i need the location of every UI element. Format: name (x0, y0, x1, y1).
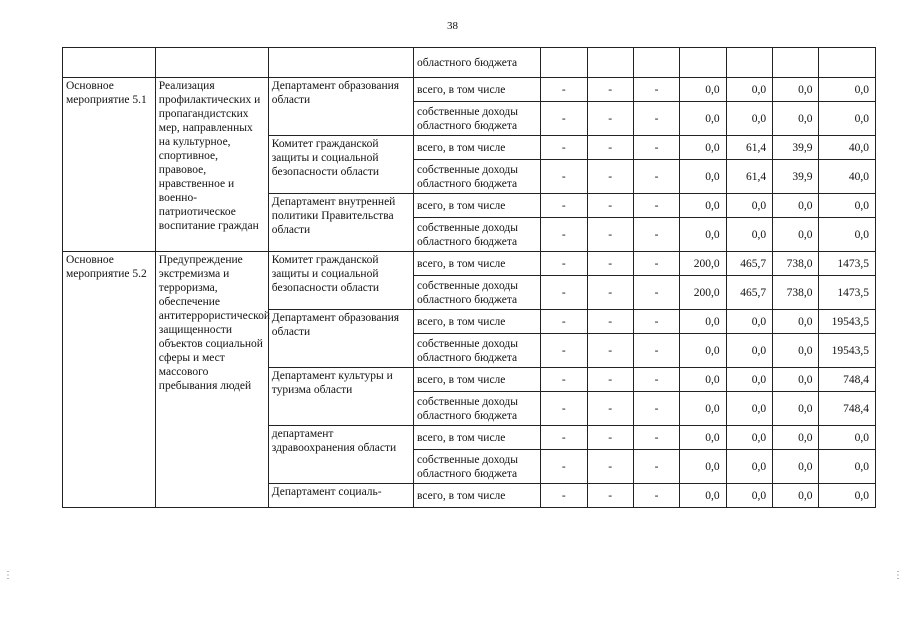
dash-cell: - (633, 160, 679, 194)
funding-source-cell: всего, в том числе (414, 194, 541, 218)
dash-cell: - (541, 334, 587, 368)
amount-cell: 0,0 (773, 426, 819, 450)
dash-cell: - (633, 218, 679, 252)
amount-cell: 0,0 (680, 426, 726, 450)
amount-cell: 0,0 (726, 368, 772, 392)
scan-edge-mark: ⋮ (3, 570, 13, 581)
amount-cell: 0,0 (726, 310, 772, 334)
amount-cell: 0,0 (773, 450, 819, 484)
amount-cell: 39,9 (773, 160, 819, 194)
amount-cell: 0,0 (819, 484, 876, 508)
value-cell (819, 48, 876, 78)
event-name-cell (155, 48, 268, 78)
dash-cell: - (541, 102, 587, 136)
dash-cell: - (633, 310, 679, 334)
dash-cell: - (541, 484, 587, 508)
funding-source-cell: всего, в том числе (414, 310, 541, 334)
amount-cell: 40,0 (819, 136, 876, 160)
event-name-cell: Предупреждение экстремизма и терроризма, обеспечение антитеррористической защищенности объектов социальной сферы и мест массового пребывания людей (155, 252, 268, 508)
executor-cell (268, 48, 413, 78)
dash-cell: - (587, 450, 633, 484)
dash-cell: - (633, 78, 679, 102)
amount-cell: 0,0 (726, 334, 772, 368)
amount-cell: 0,0 (773, 392, 819, 426)
amount-cell: 0,0 (773, 310, 819, 334)
amount-cell: 0,0 (773, 78, 819, 102)
amount-cell: 0,0 (680, 368, 726, 392)
value-cell (726, 48, 772, 78)
dash-cell: - (633, 102, 679, 136)
dash-cell: - (633, 484, 679, 508)
dash-cell: - (541, 392, 587, 426)
funding-source-cell: собственные доходы областного бюджета (414, 392, 541, 426)
amount-cell: 200,0 (680, 252, 726, 276)
value-cell (680, 48, 726, 78)
dash-cell: - (587, 334, 633, 368)
amount-cell: 0,0 (773, 194, 819, 218)
amount-cell: 0,0 (680, 334, 726, 368)
budget-table (62, 47, 876, 508)
funding-source-cell: собственные доходы областного бюджета (414, 276, 541, 310)
dash-cell: - (541, 194, 587, 218)
dash-cell: - (633, 368, 679, 392)
funding-source-cell: всего, в том числе (414, 484, 541, 508)
amount-cell: 19543,5 (819, 310, 876, 334)
executor-cell: Департамент внутренней политики Правительства области (268, 194, 413, 252)
amount-cell: 0,0 (819, 194, 876, 218)
amount-cell: 0,0 (773, 368, 819, 392)
amount-cell: 0,0 (726, 78, 772, 102)
dash-cell: - (587, 392, 633, 426)
dash-cell: - (633, 252, 679, 276)
funding-source-cell: всего, в том числе (414, 78, 541, 102)
amount-cell: 1473,5 (819, 276, 876, 310)
table-row (63, 252, 876, 276)
executor-cell: департамент здравоохранения области (268, 426, 413, 484)
dash-cell: - (633, 392, 679, 426)
amount-cell: 0,0 (726, 392, 772, 426)
event-code-cell: Основное мероприятие 5.1 (63, 78, 156, 252)
dash-cell: - (541, 368, 587, 392)
dash-cell: - (633, 426, 679, 450)
page-number: 38 (447, 20, 458, 32)
amount-cell: 0,0 (726, 218, 772, 252)
amount-cell: 0,0 (819, 218, 876, 252)
amount-cell: 0,0 (680, 136, 726, 160)
dash-cell: - (633, 194, 679, 218)
amount-cell: 0,0 (680, 450, 726, 484)
amount-cell: 748,4 (819, 392, 876, 426)
amount-cell: 61,4 (726, 136, 772, 160)
dash-cell: - (541, 136, 587, 160)
amount-cell: 0,0 (819, 426, 876, 450)
executor-cell: Департамент образования области (268, 310, 413, 368)
amount-cell: 39,9 (773, 136, 819, 160)
amount-cell: 0,0 (726, 450, 772, 484)
amount-cell: 0,0 (726, 484, 772, 508)
dash-cell: - (541, 218, 587, 252)
value-cell (587, 48, 633, 78)
amount-cell: 748,4 (819, 368, 876, 392)
amount-cell: 0,0 (726, 426, 772, 450)
dash-cell: - (541, 252, 587, 276)
amount-cell: 0,0 (680, 160, 726, 194)
amount-cell: 0,0 (773, 334, 819, 368)
amount-cell: 0,0 (680, 218, 726, 252)
amount-cell: 738,0 (773, 252, 819, 276)
amount-cell: 0,0 (680, 392, 726, 426)
amount-cell: 0,0 (819, 78, 876, 102)
amount-cell: 0,0 (680, 78, 726, 102)
dash-cell: - (541, 426, 587, 450)
executor-cell: Комитет гражданской защиты и социальной безопасности области (268, 136, 413, 194)
executor-cell: Департамент образования области (268, 78, 413, 136)
funding-source-cell: собственные доходы областного бюджета (414, 218, 541, 252)
funding-source-cell: собственные доходы областного бюджета (414, 450, 541, 484)
executor-cell: Комитет гражданской защиты и социальной безопасности области (268, 252, 413, 310)
amount-cell: 200,0 (680, 276, 726, 310)
table-row (63, 48, 876, 78)
amount-cell: 0,0 (680, 102, 726, 136)
dash-cell: - (587, 194, 633, 218)
amount-cell: 0,0 (773, 218, 819, 252)
amount-cell: 61,4 (726, 160, 772, 194)
dash-cell: - (587, 484, 633, 508)
amount-cell: 0,0 (819, 102, 876, 136)
amount-cell: 0,0 (680, 310, 726, 334)
amount-cell: 0,0 (726, 102, 772, 136)
dash-cell: - (633, 334, 679, 368)
value-cell (541, 48, 587, 78)
amount-cell: 1473,5 (819, 252, 876, 276)
dash-cell: - (587, 136, 633, 160)
amount-cell: 40,0 (819, 160, 876, 194)
amount-cell: 19543,5 (819, 334, 876, 368)
funding-source-cell: собственные доходы областного бюджета (414, 160, 541, 194)
funding-source-cell: всего, в том числе (414, 252, 541, 276)
amount-cell: 0,0 (726, 194, 772, 218)
dash-cell: - (633, 136, 679, 160)
dash-cell: - (541, 310, 587, 334)
dash-cell: - (541, 78, 587, 102)
event-code-cell: Основное мероприятие 5.2 (63, 252, 156, 508)
amount-cell: 465,7 (726, 276, 772, 310)
dash-cell: - (541, 276, 587, 310)
dash-cell: - (587, 368, 633, 392)
amount-cell: 0,0 (773, 102, 819, 136)
dash-cell: - (541, 450, 587, 484)
event-name-cell: Реализация профилактических и пропагандистских мер, направленных на культурное, спортивное, правовое, нравственное и военно-патриотическое воспитание граждан (155, 78, 268, 252)
amount-cell: 0,0 (773, 484, 819, 508)
amount-cell: 0,0 (819, 450, 876, 484)
dash-cell: - (587, 160, 633, 194)
funding-source-cell: собственные доходы областного бюджета (414, 334, 541, 368)
scan-edge-mark: ⋮ (893, 570, 903, 581)
amount-cell: 0,0 (680, 194, 726, 218)
amount-cell: 465,7 (726, 252, 772, 276)
dash-cell: - (587, 102, 633, 136)
dash-cell: - (541, 160, 587, 194)
dash-cell: - (587, 78, 633, 102)
table-body (63, 48, 876, 508)
executor-cell: Департамент культуры и туризма области (268, 368, 413, 426)
funding-source-cell: областного бюджета (414, 48, 541, 78)
executor-cell: Департамент социаль- (268, 484, 413, 508)
table-row (63, 78, 876, 102)
dash-cell: - (587, 218, 633, 252)
funding-source-cell: всего, в том числе (414, 368, 541, 392)
funding-source-cell: собственные доходы областного бюджета (414, 102, 541, 136)
value-cell (773, 48, 819, 78)
dash-cell: - (587, 310, 633, 334)
event-cell (63, 48, 156, 78)
dash-cell: - (587, 426, 633, 450)
value-cell (633, 48, 679, 78)
dash-cell: - (587, 252, 633, 276)
dash-cell: - (633, 276, 679, 310)
amount-cell: 0,0 (680, 484, 726, 508)
dash-cell: - (633, 450, 679, 484)
amount-cell: 738,0 (773, 276, 819, 310)
funding-source-cell: всего, в том числе (414, 426, 541, 450)
funding-source-cell: всего, в том числе (414, 136, 541, 160)
dash-cell: - (587, 276, 633, 310)
